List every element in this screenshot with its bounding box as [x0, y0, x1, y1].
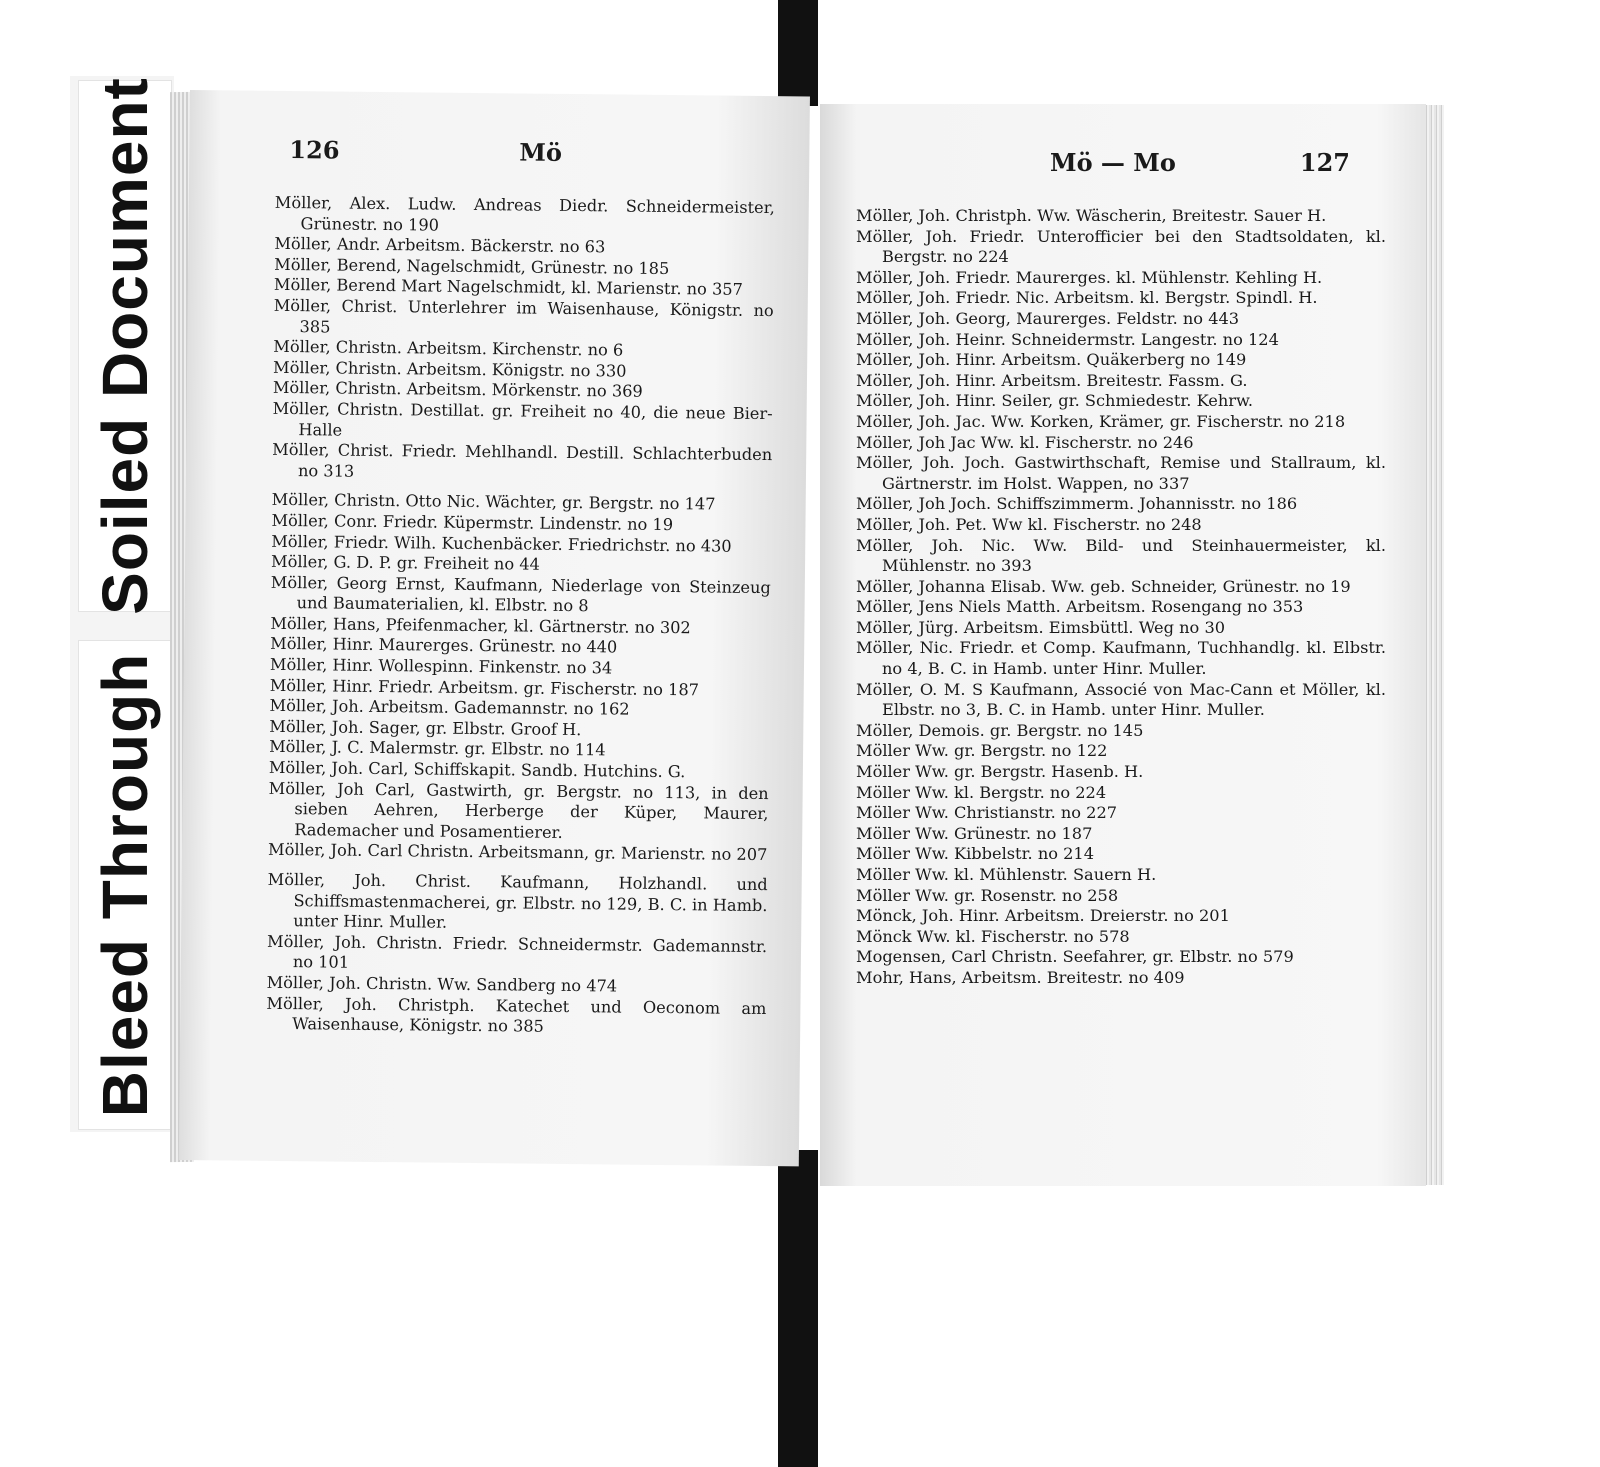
directory-entry: Möller, Demois. gr. Bergstr. no 145 [856, 720, 1144, 740]
directory-entry: Möller, Alex. Ludw. Andreas Diedr. Schneidermeister, Grünestr. no 190 [274, 192, 775, 235]
directory-entry: Möller, Joh. Friedr. Maurerges. kl. Mühlenstr. Kehling H. [856, 267, 1323, 287]
label-soiled-document: Soiled Document [89, 77, 161, 615]
directory-entry: Möller Ww. gr. Bergstr. no 122 [856, 741, 1108, 761]
directory-entry: Möller, Christ. Unterlehrer im Waisenhause, Königstr. no 385 [273, 295, 774, 337]
directory-entry: Möller, Joh. Heinr. Schneidermstr. Langestr. no 124 [856, 329, 1279, 349]
directory-entry: Möller, Joh. Nic. Ww. Bild- und Steinhauermeister, kl. Mühlenstr. no 393 [856, 535, 1386, 576]
directory-entry: Möller, Hinr. Maurerges. Grünestr. no 440 [270, 634, 618, 657]
directory-entry: Möller, Joh. Christn. Ww. Sandberg no 474 [266, 972, 618, 996]
directory-entry: Möller Ww. Kibbelstr. no 214 [856, 844, 1095, 864]
label-bleed-through: Bleed Through [89, 652, 161, 1118]
directory-entry: Möller, Joh. Christ. Kaufmann, Holzhandl. und Schiffsmastenmacherei, gr. Elbstr. no 129, B. C. in Hamb. unter Hinr. Muller. [267, 869, 768, 932]
directory-entry: Möller, Christn. Arbeitsm. Mörkenstr. no 369 [272, 378, 643, 402]
directory-entry: Möller, Christn. Otto Nic. Wächter, gr. Bergstr. no 147 [271, 490, 716, 514]
directory-entry: Möller, Joh Jac Ww. kl. Fischerstr. no 246 [856, 432, 1194, 452]
directory-entry: Möller, Joh. Carl, Schiffskapit. Sandb. Hutchins. G. [268, 757, 686, 782]
directory-entry: Möller, Christn. Destillat. gr. Freiheit no 40, die neue Bier-Halle [272, 398, 773, 440]
directory-entry: Möller, Joh. Friedr. Nic. Arbeitsm. kl. Bergstr. Spindl. H. [856, 288, 1318, 308]
directory-entry: Möller, Berend, Nagelschmidt, Grünestr. no 185 [274, 254, 670, 278]
directory-entry: Möller, Joh. Sager, gr. Elbstr. Groof H. [269, 716, 582, 739]
directory-entry: Möller, G. D. P. gr. Freiheit no 44 [270, 551, 540, 574]
directory-entry: Mohr, Hans, Arbeitsm. Breitestr. no 409 [856, 967, 1185, 987]
directory-entry: Möller, Christn. Arbeitsm. Königstr. no 330 [273, 357, 627, 381]
right-page-running-head: Mö — Mo [1050, 148, 1176, 177]
directory-entry: Möller, Joh. Friedr. Unterofficier bei den Stadtsoldaten, kl. Bergstr. no 224 [856, 226, 1386, 267]
directory-entry: Möller, Joh Joch. Schiffszimmerm. Johannisstr. no 186 [856, 494, 1298, 514]
directory-entry: Möller, Christ. Friedr. Mehlhandl. Destill. Schlachterbuden no 313 [272, 440, 773, 481]
directory-entry: Möller, Joh Carl, Gastwirth, gr. Bergstr. no 113, in den sieben Aehren, Herberge der Küper, Maurer, Rademacher und Posamentierer. [268, 778, 769, 842]
directory-entry: Möller, Joh. Christph. Katechet und Oeconom am Waisenhause, Königstr. no 385 [266, 993, 767, 1036]
page-edges-right [1424, 105, 1444, 1185]
left-page-running-head: Mö [519, 137, 563, 167]
directory-entry: Möller, Jürg. Arbeitsm. Eimsbüttl. Weg no 30 [856, 617, 1226, 637]
directory-entry: Möller, Joh. Hinr. Seiler, gr. Schmiedestr. Kehrw. [856, 391, 1254, 411]
right-page-header [820, 148, 1426, 188]
directory-entry: Möller, Andr. Arbeitsm. Bäckerstr. no 63 [274, 234, 606, 257]
binding-strip-top [778, 0, 818, 106]
directory-entry: Mogensen, Carl Christn. Seefahrer, gr. Elbstr. no 579 [856, 947, 1294, 967]
directory-entry: Möller, Conr. Friedr. Küpermstr. Lindenstr. no 19 [271, 510, 674, 534]
left-page-header [189, 134, 809, 180]
directory-entry: Möller, Hinr. Friedr. Arbeitsm. gr. Fischerstr. no 187 [269, 675, 700, 700]
directory-entry: Möller, Joh. Joch. Gastwirthschaft, Remise und Stallraum, kl. Gärtnerstr. im Holst. Wappen, no 337 [856, 453, 1386, 493]
directory-entry: Mönck, Joh. Hinr. Arbeitsm. Dreierstr. no 201 [856, 906, 1230, 926]
directory-entry: Möller Ww. Grünestr. no 187 [856, 823, 1093, 843]
directory-entry: Mönck Ww. kl. Fischerstr. no 578 [856, 926, 1130, 946]
directory-entry: Möller Ww. Christianstr. no 227 [856, 803, 1118, 823]
directory-entry: Möller, Joh. Carl Christn. Arbeitsmann, gr. Marienstr. no 207 [267, 840, 768, 865]
right-page-number: 127 [1299, 148, 1350, 177]
directory-entry: Möller, Joh. Georg, Maurerges. Feldstr. no 443 [856, 308, 1240, 328]
label-tab-bleed [78, 640, 172, 1130]
directory-entry: Möller, Hans, Pfeifenmacher, kl. Gärtnerstr. no 302 [270, 613, 691, 638]
directory-entry: Möller, Joh. Jac. Ww. Korken, Krämer, gr. Fischerstr. no 218 [856, 411, 1346, 431]
directory-entry: Möller, Georg Ernst, Kaufmann, Niederlage von Steinzeug und Baumaterialien, kl. Elbstr. no 8 [270, 572, 771, 616]
binding-strip-bottom [778, 1150, 818, 1467]
left-page-number: 126 [289, 135, 340, 165]
directory-entry: Möller Ww. kl. Mühlenstr. Sauern H. [856, 865, 1157, 884]
directory-entry: Möller, Joh. Pet. Ww kl. Fischerstr. no 248 [856, 514, 1202, 534]
left-page [179, 90, 810, 1166]
directory-entry: Möller, J. C. Malermstr. gr. Elbstr. no 114 [269, 737, 606, 760]
directory-entry: Möller, Joh. Arbeitsm. Gademannstr. no 162 [269, 696, 630, 719]
directory-entry: Möller, Joh. Hinr. Arbeitsm. Quäkerberg no 149 [856, 350, 1247, 370]
directory-entry: Möller, Joh. Christn. Friedr. Schneidermstr. Gademannstr. no 101 [266, 931, 768, 973]
label-tab-soiled [78, 77, 172, 615]
directory-entry: Möller Ww. gr. Bergstr. Hasenb. H. [856, 762, 1144, 782]
right-page [820, 104, 1426, 1186]
directory-entry: Möller, Nic. Friedr. et Comp. Kaufmann, Tuchhandlg. kl. Elbstr. no 4, B. C. in Hamb. unter Hinr. Muller. [856, 638, 1386, 679]
directory-entry: Möller, Berend Mart Nagelschmidt, kl. Marienstr. no 357 [273, 275, 744, 300]
directory-entry: Möller, Johanna Elisab. Ww. geb. Schneider, Grünestr. no 19 [856, 576, 1351, 596]
directory-entry: Möller, Joh. Hinr. Arbeitsm. Breitestr. Fassm. G. [856, 370, 1248, 390]
directory-entry: Möller, Hinr. Wollespinn. Finkenstr. no 34 [269, 654, 613, 678]
directory-entry: Möller, Jens Niels Matth. Arbeitsm. Rosengang no 353 [856, 597, 1304, 617]
directory-entry: Möller, Christn. Arbeitsm. Kirchenstr. no 6 [273, 337, 624, 360]
directory-entry: Möller, Friedr. Wilh. Kuchenbäcker. Friedrichstr. no 430 [271, 531, 732, 556]
left-entry-list [266, 193, 775, 1040]
directory-entry: Möller Ww. kl. Bergstr. no 224 [856, 782, 1107, 802]
right-entry-list [856, 206, 1386, 989]
directory-entry: Möller, Joh. Christph. Ww. Wäscherin, Breitestr. Sauer H. [856, 206, 1327, 225]
directory-entry: Möller, O. M. S Kaufmann, Associé von Mac-Cann et Möller, kl. Elbstr. no 3, B. C. in Hamb. unter Hinr. Muller. [856, 679, 1386, 720]
directory-entry: Möller Ww. gr. Rosenstr. no 258 [856, 885, 1119, 905]
